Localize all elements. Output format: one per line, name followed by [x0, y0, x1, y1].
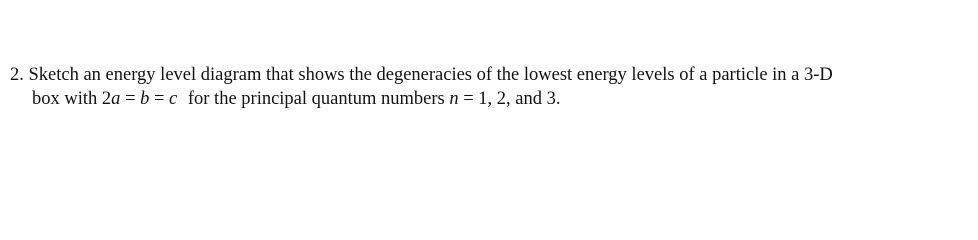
math-variable-a: a	[111, 89, 121, 109]
math-variable-c: c	[169, 89, 178, 109]
problem-line-2	[10, 87, 970, 111]
problem-number: 2.	[10, 65, 24, 85]
math-variable-n: n	[449, 89, 459, 109]
math-equals-2: =	[149, 89, 170, 109]
problem-text-line-1: Sketch an energy level diagram that shows the degeneracies of the lowest energy levels of a particle in a 3-D	[28, 65, 833, 85]
problem-text-values: = 1, 2, and 3.	[458, 89, 561, 109]
problem-line-1	[10, 63, 970, 87]
math-equals-1: =	[120, 89, 141, 109]
math-coefficient-2: 2	[101, 89, 112, 109]
problem-text-principal-quantum: for the principal quantum numbers	[187, 89, 450, 109]
math-variable-b: b	[140, 89, 150, 109]
problem-text-box-with: box with	[32, 89, 102, 109]
problem-statement	[10, 63, 970, 111]
